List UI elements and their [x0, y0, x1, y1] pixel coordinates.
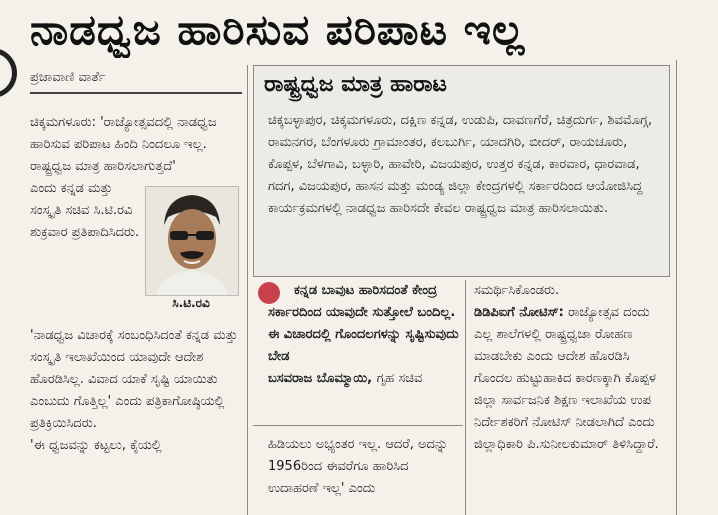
pull-quote-role: ಗೃಹ ಸಚಿವ — [376, 371, 423, 386]
right-column — [474, 280, 670, 456]
left-paragraph-1a: ಚಿಕ್ಕಮಗಳೂರು: 'ರಾಜ್ಯೋತ್ಸವದಲ್ಲಿ ನಾಡಧ್ವಜ ಹಾರಿಸುವ ಪರಿಪಾಟ ಹಿಂದಿ ನಿಂದಲೂ ಇಲ್ಲ. ರಾಷ್ಟ್ರಧ್ವಜ ಮಾತ್ರ ಹಾರಿಸಲಾಗುತ್ತದೆ' — [30, 115, 217, 174]
box-body: ಚಿಕ್ಕಬಳ್ಳಾಪುರ, ಚಿಕ್ಕಮಗಳೂರು, ದಕ್ಷಿಣ ಕನ್ನಡ, ಉಡುಪಿ, ದಾವಣಗೆರೆ, ಚಿತ್ರದುರ್ಗ, ಶಿವಮೊಗ್ಗ, ರಾಮನಗರ, ಬೆಂಗಳೂರು ಗ್ರಾಮಾಂತರ, ಕಲಬುರ್ಗಿ, ಯಾದಗಿರಿ, ಬೀದರ್, ರಾಯಚೂರು, ಕೊಪ್ಪಳ, ಬೆಳಗಾವಿ, ಬಳ್ಳಾರಿ, ಹಾವೇರಿ, ವಿಜಯಪುರ, ಉತ್ತರ ಕನ್ನಡ, ಕಾರವಾರ, ಧಾರವಾಡ, ಗದಗ, ವಿಜಯಪುರ, ಹಾಸನ ಮತ್ತು ಮಂಡ್ಯ ಜಿಲ್ಲಾ ಕೇಂದ್ರಗಳಲ್ಲಿ ಸರ್ಕಾರದಿಂದ ಆಯೋಜಿಸಿದ್ದ ಕಾರ್ಯಕ್ರಮಗಳಲ್ಲಿ ನಾಡಧ್ವಜ ಹಾರಿಸದೇ ಕೇವಲ ರಾಷ್ಟ್ರಧ್ವಜ ಮಾತ್ರ ಹಾರಿಸಲಾಯಿತು. — [268, 113, 652, 216]
notice-label: ಡಿಡಿಪಿಐಗೆ ನೋಟಿಸ್: — [474, 305, 564, 320]
portrait-icon — [146, 187, 238, 295]
pull-quote-text: ಕನ್ನಡ ಬಾವುಟ ಹಾರಿಸದಂತೆ ಕೇಂದ್ರ ಸರ್ಕಾರದಿಂದ ಯಾವುದೇ ಸುತ್ತೋಲೆ ಬಂದಿಲ್ಲ. ಈ ವಿಚಾರದಲ್ಲಿ ಗೊಂದಲಗಳನ್ನು ಸೃಷ್ಟಿಸುವುದು ಬೇಡ — [268, 283, 459, 364]
column-divider-left — [247, 65, 248, 515]
byline: ಪ್ರಜಾವಾಣಿ ವಾರ್ತೆ — [30, 70, 106, 85]
headline: ನಾಡಧ್ವಜ ಹಾರಿಸುವ ಪರಿಪಾಟ ಇಲ್ಲ — [30, 5, 526, 54]
pull-quote-divider — [253, 425, 463, 426]
left-paragraph-1b: ಎಂದು ಕನ್ನಡ ಮತ್ತು ಸಂಸ್ಕೃತಿ ಸಚಿವ ಸಿ.ಟಿ.ರವಿ ಶುಕ್ರವಾರ ಪ್ರತಿಪಾದಿಸಿದರು. — [30, 181, 140, 240]
minister-photo — [145, 186, 239, 296]
column-divider-right — [465, 280, 466, 515]
pull-quote — [268, 280, 460, 390]
column-divider-outer — [676, 60, 677, 515]
middle-column-text: ಹಿಡಿಯಲು ಅಭ್ಯಂತರ ಇಲ್ಲ. ಆದರೆ, ಅದನ್ನು 1956ರಿಂದ ಈವರೆಗೂ ಹಾರಿಸಿದ ಉದಾಹರಣೆ ಇಲ್ಲ' ಎಂದು — [268, 437, 449, 496]
adjacent-article-edge — [0, 48, 17, 98]
notice-text: ರಾಜ್ಯೋತ್ಸವ ದಂದು ಎಲ್ಲ ಶಾಲೆಗಳಲ್ಲಿ ರಾಷ್ಟ್ರಧ್ವಜಾ ರೋಹಣ ಮಾಡಬೇಕು ಎಂದು ಆದೇಶ ಹೊರಡಿಸಿ ಗೊಂದಲ ಹುಟ್ಟುಹಾಕಿದ ಕಾರಣಕ್ಕಾಗಿ ಕೊಪ್ಪಳ ಜಿಲ್ಲಾ ಸಾರ್ವಜನಿಕ ಶಿಕ್ಷಣ ಇಲಾಖೆಯ ಉಪ ನಿರ್ದೇಶಕರಿಗೆ ನೋಟಿಸ್ ನೀಡಲಾಗಿದೆ ಎಂದು ಜಿಲ್ಲಾಧಿಕಾರಿ ಪಿ.ಸುನೀಲಕುಮಾರ್ ತಿಳಿಸಿದ್ದಾರೆ. — [474, 305, 659, 452]
box-title: ರಾಷ್ಟ್ರಧ್ವಜ ಮಾತ್ರ ಹಾರಾಟ — [264, 72, 447, 97]
right-paragraph-1: ಸಮರ್ಥಿಸಿಕೊಂಡರು. — [474, 283, 560, 298]
right-paragraph-2 — [474, 302, 670, 456]
pull-quote-attribution — [268, 368, 460, 390]
left-paragraph-2: 'ನಾಡಧ್ವಜ ವಿಚಾರಕ್ಕೆ ಸಂಬಂಧಿಸಿದಂತೆ ಕನ್ನಡ ಮತ್ತು ಸಂಸ್ಕೃತಿ ಇಲಾಖೆಯಿಂದ ಯಾವುದೇ ಆದೇಶ ಹೊರಡಿಸಿಲ್ಲ. ವಿವಾದ ಯಾಕೆ ಸೃಷ್ಟಿ ಯಾಯಿತು ಎಂಬುದು ಗೊತ್ತಿಲ್ಲ' ಎಂದು ಪತ್ರಿಕಾಗೋಷ್ಠಿಯಲ್ಲಿ ಪ್ರತಿಕ್ರಿಯಿಸಿದರು. — [30, 328, 238, 431]
left-paragraph-3: 'ಈ ಧ್ವಜವನ್ನು ಕಟ್ಟಲು, ಕೈಯಲ್ಲಿ — [30, 438, 162, 453]
photo-caption: ಸಿ.ಟಿ.ರವಿ — [172, 296, 210, 310]
left-column-continued — [30, 325, 242, 457]
pull-quote-author: ಬಸವರಾಜ ಬೊಮ್ಮಾಯಿ, — [268, 371, 373, 386]
byline-divider — [30, 92, 242, 94]
